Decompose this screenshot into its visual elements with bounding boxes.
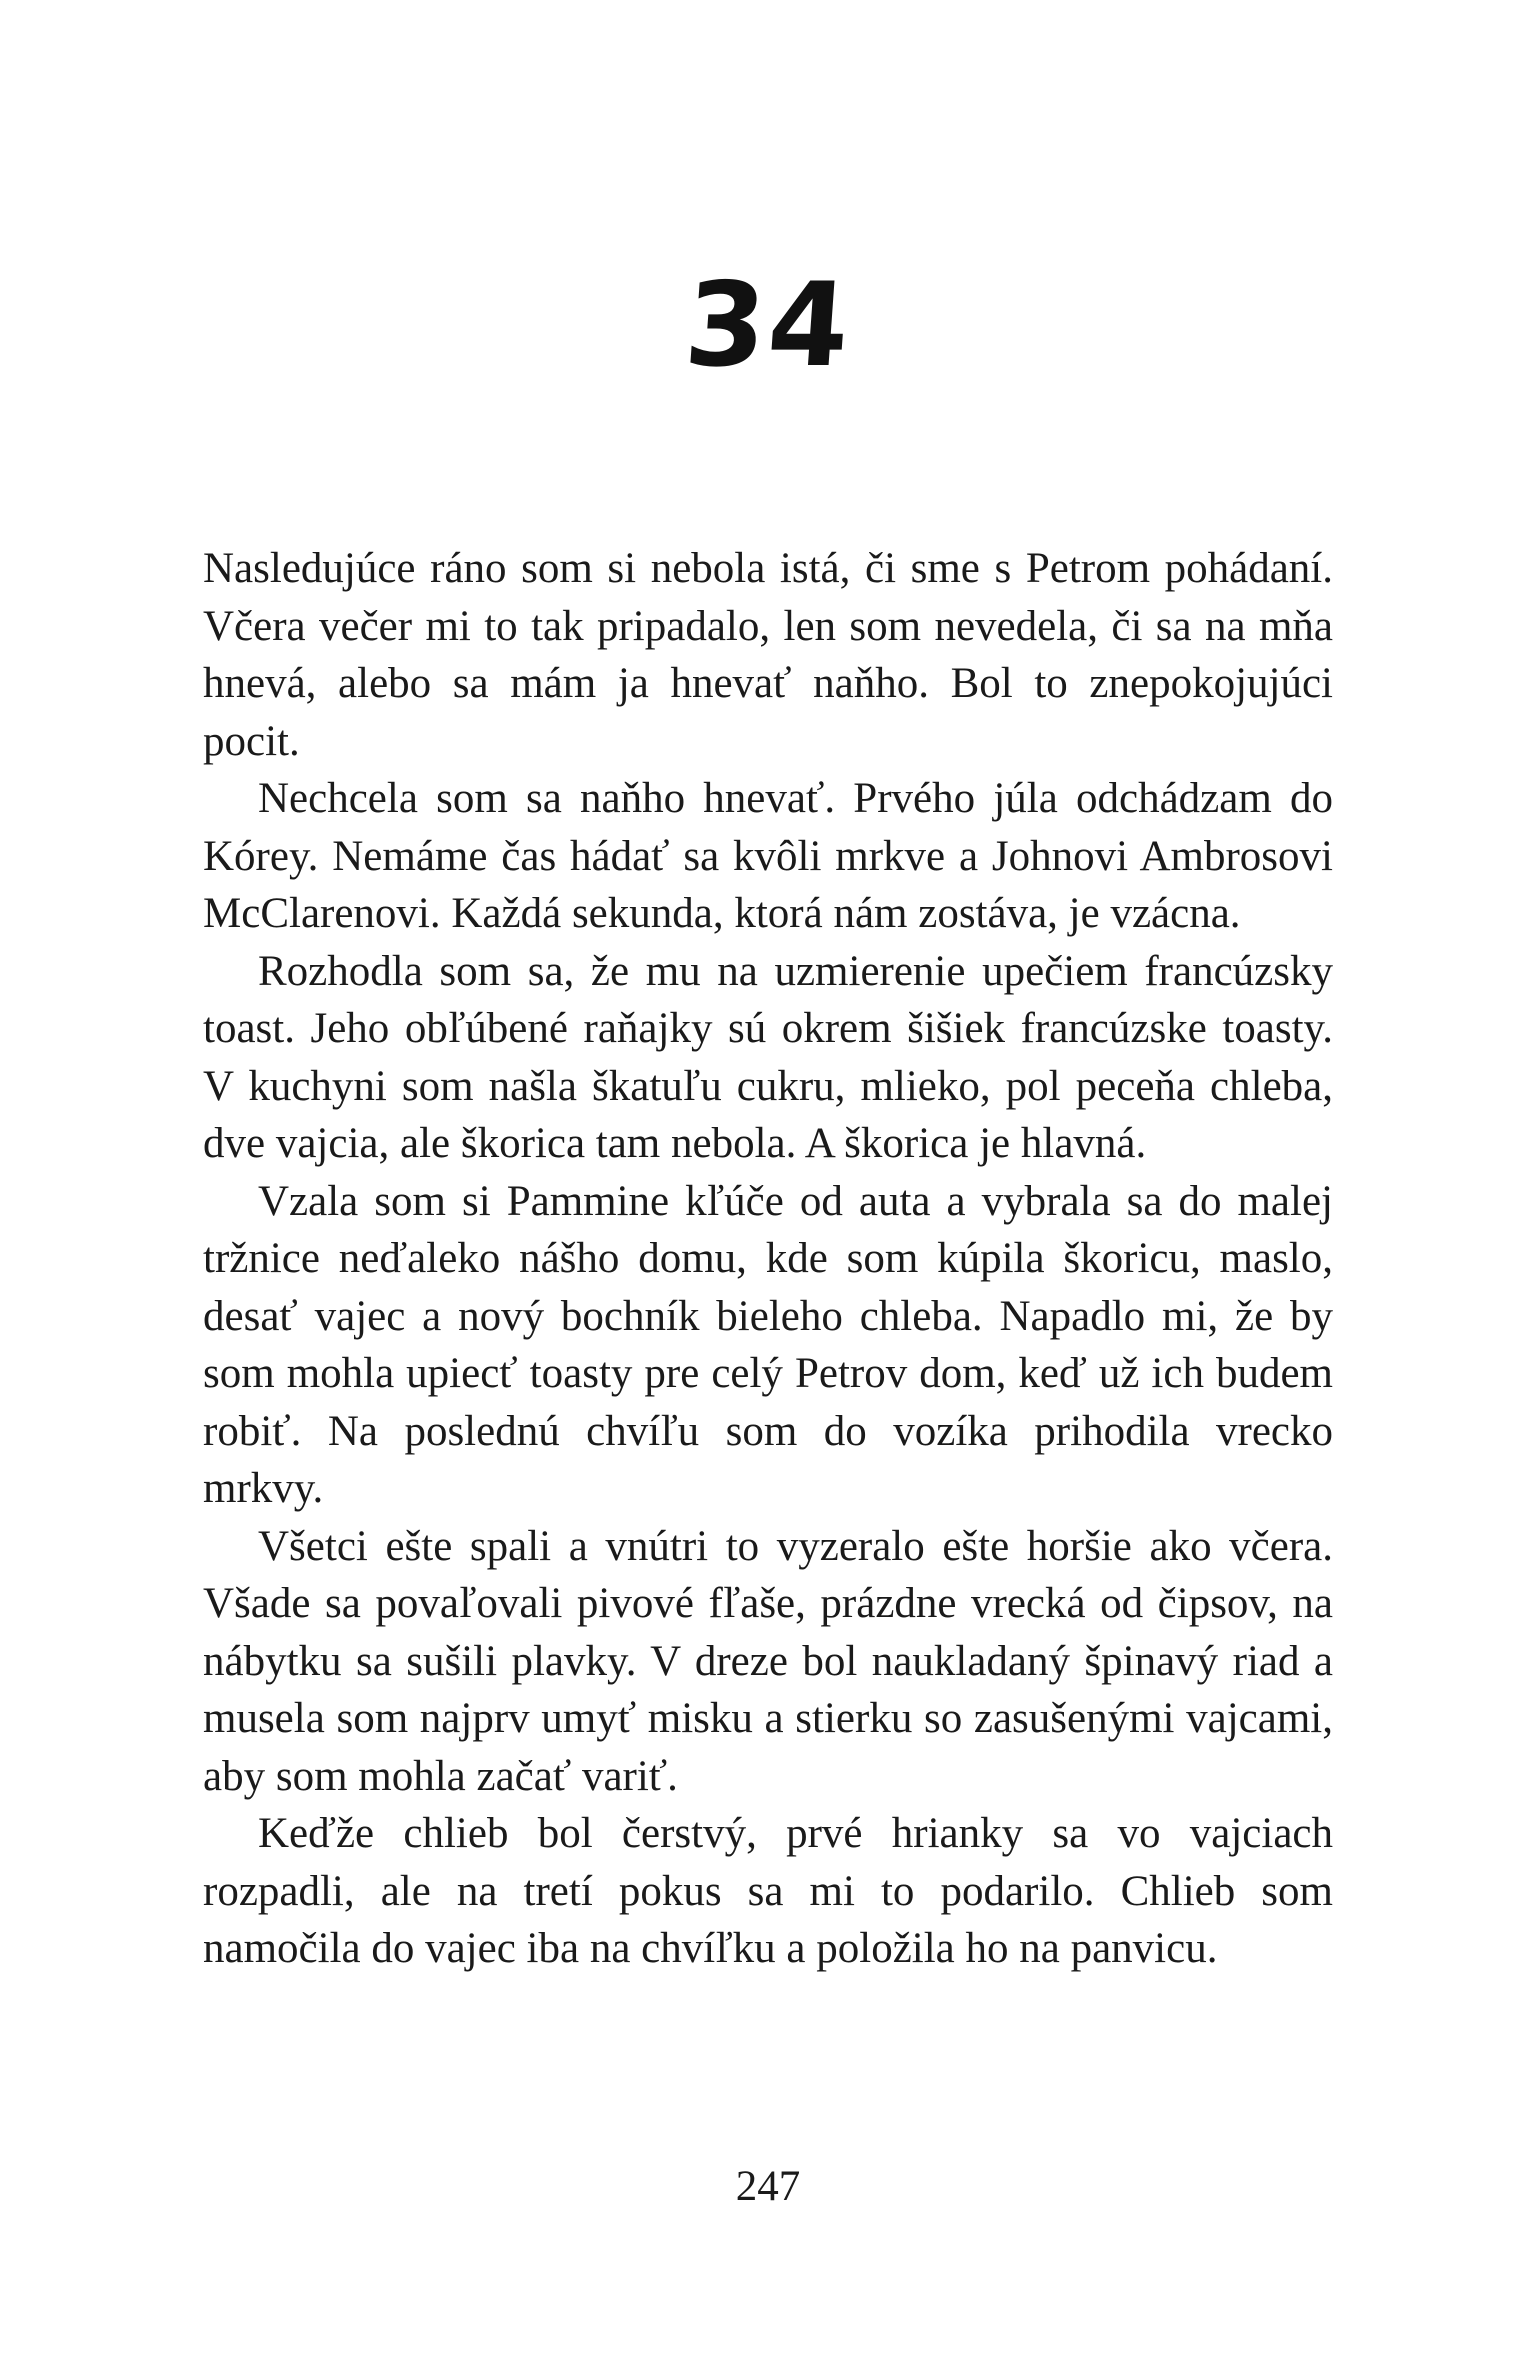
- paragraph: Rozhodla som sa, že mu na uzmierenie upečiem francúzsky toast. Jeho obľúbené raňajky sú okrem šišiek francúzske toasty. V kuchyni som našla škatuľu cukru, mlieko, pol peceňa chleba, dve vajcia, ale škorica tam nebola. A škorica je hlavná.: [203, 947, 1333, 1167]
- paragraph: Nasledujúce ráno som si nebola istá, či sme s Petrom pohádaní. Včera večer mi to tak pripadalo, len som nevedela, či sa na mňa hnevá, alebo sa mám ja hnevať naňho. Bol to znepokojujúci pocit.: [203, 545, 1333, 765]
- body-text: [203, 540, 1333, 1978]
- paragraph: Všetci ešte spali a vnútri to vyzeralo ešte horšie ako včera. Všade sa povaľovali pivové fľaše, prázdne vrecká od čipsov, na nábytku sa sušili plavky. V dreze bol naukladaný špinavý riad a musela som najprv umyť misku a stierku so zasušenými vajcami, aby som mohla začať variť.: [203, 1522, 1333, 1800]
- chapter-number: 34: [680, 258, 856, 393]
- page-number: 247: [735, 2163, 801, 2210]
- paragraph: Keďže chlieb bol čerstvý, prvé hrianky sa vo vajciach rozpadli, ale na tretí pokus sa mi to podarilo. Chlieb som namočila do vajec iba na chvíľku a položila ho na panvicu.: [203, 1810, 1333, 1972]
- paragraph: Nechcela som sa naňho hnevať. Prvého júla odchádzam do Kórey. Nemáme čas hádať sa kvôli mrkve a Johnovi Ambrosovi McClarenovi. Každá sekunda, ktorá nám zostáva, je vzácna.: [203, 775, 1333, 937]
- paragraph: Vzala som si Pammine kľúče od auta a vybrala sa do malej tržnice neďaleko nášho domu, kde som kúpila škoricu, maslo, desať vajec a nový bochník bieleho chleba. Napadlo mi, že by som mohla upiecť toasty pre celý Petrov dom, keď už ich budem robiť. Na poslednú chvíľu som do vozíka prihodila vrecko mrkvy.: [203, 1177, 1333, 1512]
